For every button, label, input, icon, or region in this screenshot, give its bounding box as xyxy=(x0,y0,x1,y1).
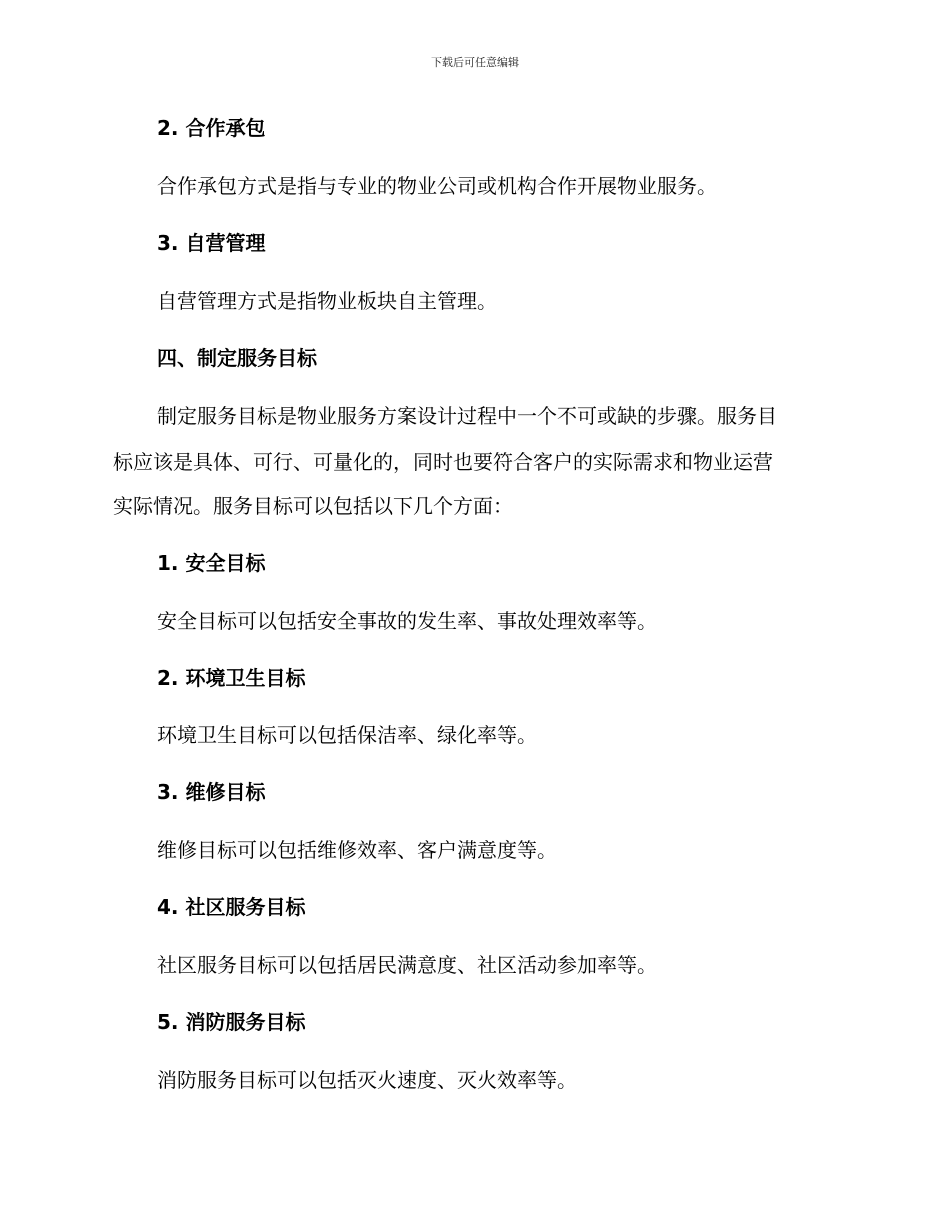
heading-sanitation-goal: 2. 环境卫生目标 xyxy=(157,666,306,690)
heading-self-management: 3. 自营管理 xyxy=(157,231,266,255)
paragraph-maintenance-goal: 维修目标可以包括维修效率、客户满意度等。 xyxy=(157,838,557,862)
heading-cooperative-contracting: 2. 合作承包 xyxy=(157,116,266,140)
paragraph-safety-goal: 安全目标可以包括安全事故的发生率、事故处理效率等。 xyxy=(157,609,657,633)
page-header: 下载后可任意编辑 xyxy=(431,56,519,69)
section-heading-service-goals: 四、制定服务目标 xyxy=(157,346,317,370)
heading-maintenance-goal: 3. 维修目标 xyxy=(157,780,266,804)
heading-community-service-goal: 4. 社区服务目标 xyxy=(157,895,306,919)
paragraph-fire-service-goal: 消防服务目标可以包括灭火速度、灭火效率等。 xyxy=(157,1068,577,1092)
paragraph-self-management: 自营管理方式是指物业板块自主管理。 xyxy=(157,289,497,313)
paragraph-sanitation-goal: 环境卫生目标可以包括保洁率、绿化率等。 xyxy=(157,723,537,747)
paragraph-service-goals-line-2: 标应该是具体、可行、可量化的，同时也要符合客户的实际需求和物业运营 xyxy=(113,450,773,474)
heading-fire-service-goal: 5. 消防服务目标 xyxy=(157,1010,306,1034)
paragraph-community-service-goal: 社区服务目标可以包括居民满意度、社区活动参加率等。 xyxy=(157,953,657,977)
paragraph-service-goals-line-3: 实际情况。服务目标可以包括以下几个方面： xyxy=(113,494,513,518)
paragraph-service-goals-line-1: 制定服务目标是物业服务方案设计过程中一个不可或缺的步骤。服务目 xyxy=(157,404,777,428)
paragraph-cooperative-contracting: 合作承包方式是指与专业的物业公司或机构合作开展物业服务。 xyxy=(157,174,717,198)
heading-safety-goal: 1. 安全目标 xyxy=(157,551,266,575)
